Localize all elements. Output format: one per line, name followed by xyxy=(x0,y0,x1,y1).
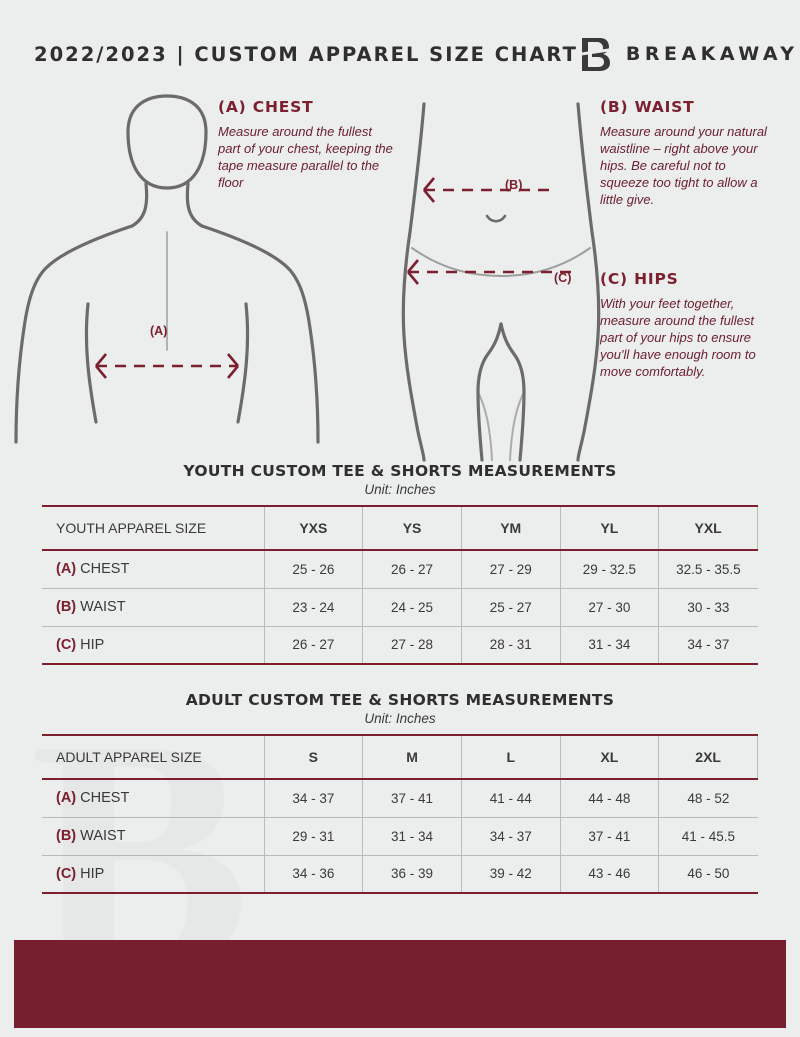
adult-header-s: S xyxy=(264,735,363,779)
adult-chest-2xl: 48 - 52 xyxy=(659,779,758,817)
callout-waist xyxy=(600,98,772,208)
footer-bar xyxy=(14,940,786,1028)
youth-chest-yxl: 32.5 - 35.5 xyxy=(659,550,758,588)
youth-row-hip-text: HIP xyxy=(80,636,105,653)
youth-hip-ym: 28 - 31 xyxy=(461,626,560,664)
callout-hips-letter: (C) xyxy=(600,270,628,288)
figure-label-waist: (B) xyxy=(505,178,523,192)
youth-row-waist-mark: (B) xyxy=(56,599,77,615)
callout-chest-text: Measure around the fullest part of your chest, keeping the tape measure parallel to the floor xyxy=(218,124,393,190)
youth-chest-yl: 29 - 32.5 xyxy=(560,550,659,588)
youth-table-unit: Unit: Inches xyxy=(364,482,436,497)
hip-measure-line xyxy=(408,260,578,284)
callout-chest-title xyxy=(218,98,393,116)
adult-chest-s: 34 - 37 xyxy=(264,779,363,817)
adult-row-hip-mark: (C) xyxy=(56,865,77,882)
adult-table-unit: Unit: Inches xyxy=(364,711,436,726)
youth-header-yl: YL xyxy=(560,506,659,550)
table-row xyxy=(42,588,758,626)
youth-chest-yxs: 25 - 26 xyxy=(264,550,363,588)
adult-row-hip-text: HIP xyxy=(80,865,105,882)
youth-waist-yl: 27 - 30 xyxy=(560,588,659,626)
youth-row-hip-label xyxy=(42,626,264,664)
adult-chest-l: 41 - 44 xyxy=(461,779,560,817)
table-row xyxy=(42,626,758,664)
adult-table-title: ADULT CUSTOM TEE & SHORTS MEASUREMENTS xyxy=(185,691,615,709)
callout-hips-text: With your feet together, measure around the fullest part of your hips to ensure you'll have enough room to move comfortably. xyxy=(600,296,756,379)
youth-row-waist-label xyxy=(42,588,264,626)
adult-waist-l: 34 - 37 xyxy=(461,817,560,855)
youth-hip-yl: 31 - 34 xyxy=(560,626,659,664)
youth-header-yxs: YXS xyxy=(264,506,363,550)
youth-hip-ys: 27 - 28 xyxy=(363,626,462,664)
youth-row-chest-mark: (A) xyxy=(56,561,77,578)
adult-row-waist-text: WAIST xyxy=(80,828,126,844)
adult-hip-xl: 43 - 46 xyxy=(560,855,659,893)
adult-chest-m: 37 - 41 xyxy=(363,779,462,817)
callout-hips xyxy=(600,270,772,380)
youth-row-hip-mark: (C) xyxy=(56,636,77,653)
adult-row-chest-text: CHEST xyxy=(80,790,130,807)
page-header xyxy=(0,0,800,74)
youth-section xyxy=(42,462,758,665)
adult-waist-s: 29 - 31 xyxy=(264,817,363,855)
chest-measure-line xyxy=(96,354,238,378)
callout-waist-title xyxy=(600,98,772,116)
youth-hip-yxl: 34 - 37 xyxy=(659,626,758,664)
page-title: 2022/2023 | CUSTOM APPAREL SIZE CHART xyxy=(34,42,578,66)
youth-table-title: YOUTH CUSTOM TEE & SHORTS MEASUREMENTS xyxy=(183,462,617,480)
youth-row-chest-label xyxy=(42,550,264,588)
callout-chest-letter: (A) xyxy=(218,98,247,116)
adult-header-2xl: 2XL xyxy=(659,735,758,779)
youth-header-ym: YM xyxy=(461,506,560,550)
adult-hip-2xl: 46 - 50 xyxy=(659,855,758,893)
callout-hips-heading: HIPS xyxy=(634,270,679,288)
callout-waist-text: Measure around your natural waistline – right above your hips. Be careful not to squeeze too tight to allow a little give. xyxy=(600,124,767,207)
brand-name: BREAKAWAY xyxy=(625,43,799,65)
figure-label-hip: (C) xyxy=(554,271,572,285)
callout-hips-title xyxy=(600,270,772,288)
measurement-illustrations xyxy=(0,92,800,462)
adult-header-xl: XL xyxy=(560,735,659,779)
adult-chest-xl: 44 - 48 xyxy=(560,779,659,817)
adult-row-waist-mark: (B) xyxy=(56,828,77,844)
youth-waist-ym: 25 - 27 xyxy=(461,588,560,626)
adult-row-chest-mark: (A) xyxy=(56,790,77,807)
youth-waist-yxs: 23 - 24 xyxy=(264,588,363,626)
youth-chest-ym: 27 - 29 xyxy=(461,550,560,588)
youth-header-yxl: YXL xyxy=(659,506,758,550)
breakaway-b-logo-icon xyxy=(578,34,612,74)
youth-waist-ys: 24 - 25 xyxy=(363,588,462,626)
table-header-row xyxy=(42,506,758,550)
youth-row-chest-text: CHEST xyxy=(80,561,130,578)
figure-label-chest: (A) xyxy=(150,324,168,338)
adult-hip-m: 36 - 39 xyxy=(363,855,462,893)
adult-header-l: L xyxy=(461,735,560,779)
youth-header-label: YOUTH APPAREL SIZE xyxy=(42,506,264,550)
callout-chest xyxy=(218,98,393,191)
adult-hip-s: 34 - 36 xyxy=(264,855,363,893)
callout-chest-heading: CHEST xyxy=(252,98,314,116)
brand-lockup xyxy=(578,34,799,74)
callout-waist-letter: (B) xyxy=(600,98,629,116)
adult-header-m: M xyxy=(363,735,462,779)
youth-row-waist-text: WAIST xyxy=(80,599,126,615)
youth-hip-yxs: 26 - 27 xyxy=(264,626,363,664)
youth-waist-yxl: 30 - 33 xyxy=(659,588,758,626)
waist-measure-line xyxy=(424,178,556,202)
adult-waist-xl: 37 - 41 xyxy=(560,817,659,855)
adult-waist-m: 31 - 34 xyxy=(363,817,462,855)
youth-size-table xyxy=(42,505,758,665)
youth-header-ys: YS xyxy=(363,506,462,550)
table-row xyxy=(42,550,758,588)
callout-waist-heading: WAIST xyxy=(634,98,695,116)
adult-hip-l: 39 - 42 xyxy=(461,855,560,893)
adult-header-label: ADULT APPAREL SIZE xyxy=(42,735,264,779)
adult-waist-2xl: 41 - 45.5 xyxy=(659,817,758,855)
youth-chest-ys: 26 - 27 xyxy=(363,550,462,588)
